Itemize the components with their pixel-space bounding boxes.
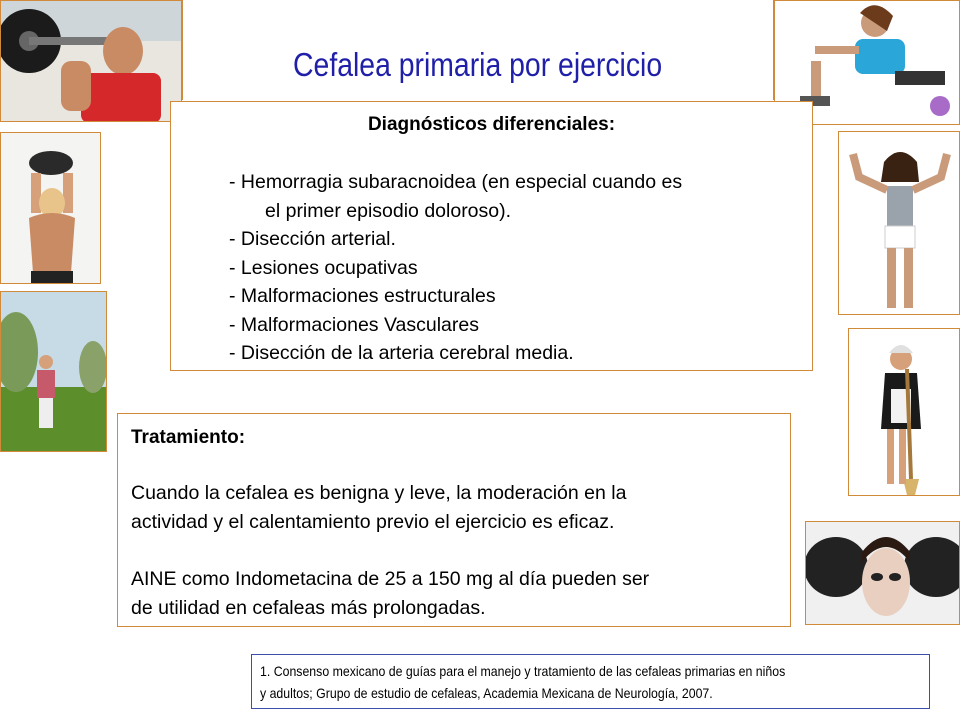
golfer-photo (0, 291, 107, 452)
list-item: - Disección arterial. (229, 228, 396, 250)
reference-line: y adultos; Grupo de estudio de cefaleas, Academia Mexicana de Neurología, 2007. (260, 685, 713, 701)
treatment-box (117, 413, 791, 627)
treatment-heading: Tratamiento: (131, 427, 246, 448)
list-item: el primer episodio doloroso). (265, 199, 512, 222)
treatment-line: de utilidad en cefaleas más prolongadas. (131, 597, 486, 619)
boxing-gloves-photo (805, 521, 960, 625)
reference-line: 1. Consenso mexicano de guías para el manejo y tratamiento de las cefaleas primarias en niños (260, 663, 786, 679)
diagnoses-heading: Diagnósticos diferenciales: (367, 114, 616, 135)
treatment-line: Cuando la cefalea es benigna y leve, la moderación en la (131, 482, 627, 504)
reference-box (251, 654, 930, 709)
page-title: Cefalea primaria por ejercicio (293, 46, 663, 83)
differential-diagnoses-box (170, 101, 813, 371)
list-item: - Malformaciones estructurales (229, 285, 496, 307)
weightlifter-photo (0, 0, 182, 122)
list-item: - Malformaciones Vasculares (229, 313, 479, 336)
treatment-line: AINE como Indometacina de 25 a 150 mg al día pueden ser (131, 568, 650, 590)
treatment-line: actividad y el calentamiento previo el ejercicio es eficaz. (131, 511, 615, 533)
list-item: - Disección de la arteria cerebral media. (229, 342, 574, 364)
title-area (182, 0, 774, 100)
maid-broom-photo (848, 328, 960, 496)
flexing-woman-photo (838, 131, 960, 315)
diagnoses-list (229, 168, 799, 368)
overhead-press-photo (0, 132, 101, 284)
list-item: - Hemorragia subaracnoidea (en especial cuando es (229, 171, 683, 193)
list-item: - Lesiones ocupativas (229, 256, 418, 279)
